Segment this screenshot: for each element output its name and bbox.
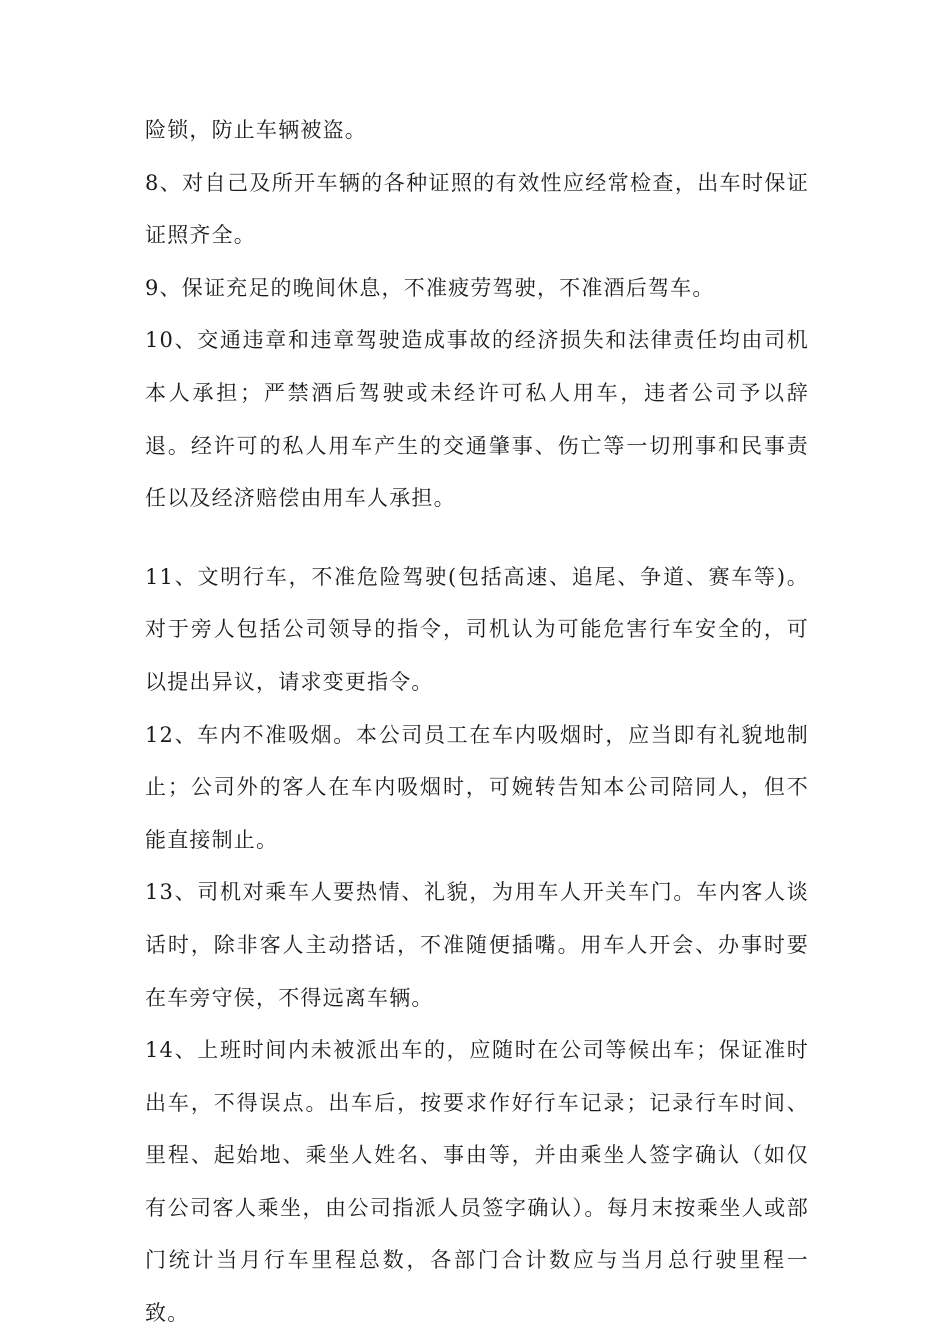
paragraph-item-10: 10、交通违章和违章驾驶造成事故的经济损失和法律责任均由司机本人承担；严禁酒后驾驶或未经许可私人用车，违者公司予以辞退。经许可的私人用车产生的交通肇事、伤亡等一切刑事和民事责任以及经济赔偿由用车人承担。 xyxy=(145,328,809,511)
paragraph-item-11: 11、文明行车，不准危险驾驶(包括高速、追尾、争道、赛车等)。对于旁人包括公司领导的指令，司机认为可能危害行车安全的，可以提出异议，请求变更指令。 xyxy=(145,564,809,694)
paragraph-item-8: 8、对自己及所开车辆的各种证照的有效性应经常检查，出车时保证证照齐全。 xyxy=(145,170,809,248)
paragraph-item-12: 12、车内不准吸烟。本公司员工在车内吸烟时，应当即有礼貌地制止；公司外的客人在车内吸烟时，可婉转告知本公司陪同人，但不能直接制止。 xyxy=(145,722,809,852)
document-body xyxy=(145,104,809,1340)
paragraph-continuation: 险锁，防止车辆被盗。 xyxy=(145,118,367,142)
paragraph-item-14: 14、上班时间内未被派出车的，应随时在公司等候出车；保证准时出车，不得误点。出车后，按要求作好行车记录；记录行车时间、里程、起始地、乘坐人姓名、事由等，并由乘坐人签字确认（如仅有公司客人乘坐，由公司指派人员签字确认）。每月末按乘坐人或部门统计当月行车里程总数，各部门合计数应与当月总行驶里程一致。 xyxy=(145,1038,809,1326)
paragraph-item-13: 13、司机对乘车人要热情、礼貌，为用车人开关车门。车内客人谈话时，除非客人主动搭话，不准随便插嘴。用车人开会、办事时要在车旁守侯，不得远离车辆。 xyxy=(145,880,809,1010)
paragraph-item-9: 9、保证充足的晚间休息，不准疲劳驾驶，不准酒后驾车。 xyxy=(145,275,715,300)
paragraph-spacer xyxy=(145,525,809,551)
